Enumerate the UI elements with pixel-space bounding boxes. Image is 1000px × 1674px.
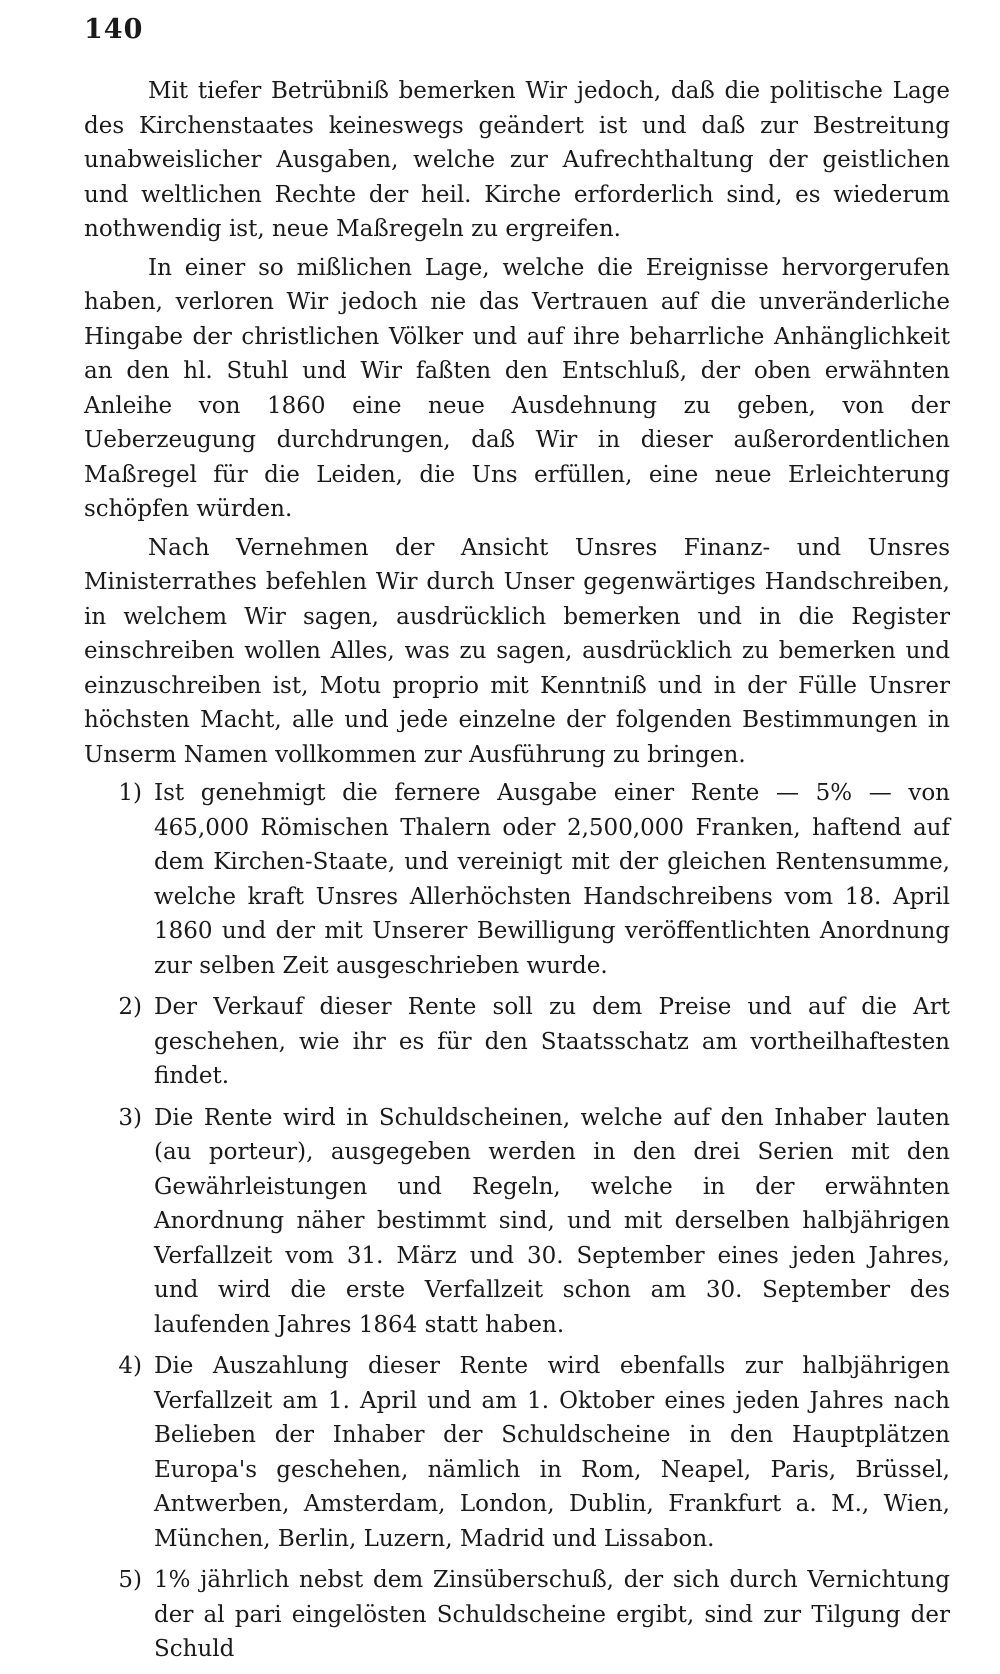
list-item-number: 5) (118, 1567, 142, 1593)
list-item-text: Ist genehmigt die fernere Ausgabe einer Rente — 5% — von 465,000 Römischen Thalern oder 2,500,000 Franken, haftend auf dem Kirchen-Staate, und vereinigt mit der gleichen Rentensumme, welche kraft Unsres Allerhöchsten Handschreibens vom 18. April 1860 und der mit Unserer Bewilligung veröffentlichten Anordnung zur selben Zeit ausgeschrieben wurde. (154, 780, 950, 979)
paragraph: In einer so mißlichen Lage, welche die Ereignisse hervorgerufen haben, verloren Wir jedoch nie das Vertrauen auf die unveränderliche Hingabe der christlichen Völker und auf ihre beharrliche Anhänglichkeit an den hl. Stuhl und Wir faßten den Entschluß, der oben erwähnten Anleihe von 1860 eine neue Ausdehnung zu geben, von der Ueberzeugung durchdrungen, daß Wir in dieser außerordentlichen Maßregel für die Leiden, die Uns erfüllen, eine neue Erleichterung schöpfen würden. (84, 254, 950, 522)
body-text (84, 74, 950, 1674)
list-item (84, 990, 950, 1094)
list-item (84, 1563, 950, 1667)
list-item (84, 1349, 950, 1556)
list-item-text: Die Auszahlung dieser Rente wird ebenfalls zur halbjährigen Verfallzeit am 1. April und am 1. Oktober eines jeden Jahres nach Belieben der Inhaber der Schuldscheine in den Hauptplätzen Europa's geschehen, nämlich in Rom, Neapel, Paris, Brüssel, Antwerben, Amsterdam, London, Dublin, Frankfurt a. M., Wien, München, Berlin, Luzern, Madrid und Lissabon. (154, 1353, 950, 1552)
paragraph: Nach Vernehmen der Ansicht Unsres Finanz- und Unsres Ministerrathes befehlen Wir durch Unser gegenwärtiges Handschreiben, in welchem Wir sagen, ausdrücklich bemerken und in die Register einschreiben wollen Alles, was zu sagen, ausdrücklich zu bemerken und einzuschreiben ist, Motu proprio mit Kenntniß und in der Fülle Unsrer höchsten Macht, alle und jede einzelne der folgenden Bestimmungen in Unserm Namen vollkommen zur Ausführung zu bringen. (84, 534, 950, 768)
list-item (84, 1101, 950, 1343)
list-item-number: 1) (118, 780, 142, 806)
page-number: 140 (84, 14, 144, 45)
list-item-text: 1% jährlich nebst dem Zinsüberschuß, der sich durch Vernichtung der al pari eingelösten Schuldscheine ergibt, sind zur Tilgung der Schuld (154, 1567, 950, 1662)
list-item-number: 2) (118, 994, 142, 1020)
list-item-text: Der Verkauf dieser Rente soll zu dem Preise und auf die Art geschehen, wie ihr es für den Staatsschatz am vortheilhaftesten findet. (154, 994, 950, 1089)
paragraph: Mit tiefer Betrübniß bemerken Wir jedoch, daß die politische Lage des Kirchenstaates keineswegs geändert ist und daß zur Bestreitung unabweislicher Ausgaben, welche zur Aufrechthaltung der geistlichen und weltlichen Rechte der heil. Kirche erforderlich sind, es wiederum nothwendig ist, neue Maßregeln zu ergreifen. (84, 78, 950, 242)
list-item-text: Die Rente wird in Schuldscheinen, welche auf den Inhaber lauten (au porteur), ausgegeben werden in den drei Serien mit den Gewährleistungen und Regeln, welche in der erwähnten Anordnung näher bestimmt sind, und mit derselben halbjährigen Verfallzeit vom 31. März und 30. September eines jeden Jahres, und wird die erste Verfallzeit schon am 30. September des laufenden Jahres 1864 statt haben. (154, 1104, 950, 1338)
list-item-number: 4) (118, 1353, 142, 1379)
list-item (84, 776, 950, 983)
list-item-number: 3) (118, 1104, 142, 1131)
